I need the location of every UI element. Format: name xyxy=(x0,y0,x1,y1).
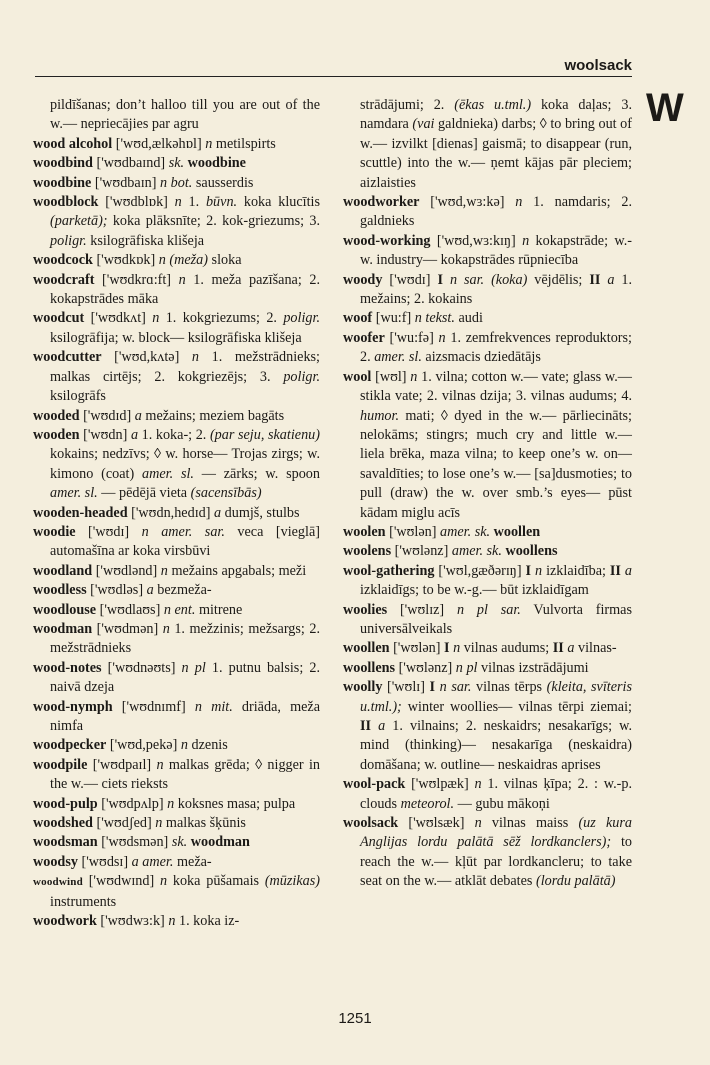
entry-text: ['wʊlɪ] xyxy=(382,679,430,696)
grammar-label: poligr. xyxy=(283,368,320,385)
grammar-label: (lordu palātā) xyxy=(535,873,616,890)
entry-text: metilspirts xyxy=(212,135,276,152)
dictionary-entry xyxy=(33,135,320,154)
entry-text: sloka xyxy=(208,252,242,269)
grammar-label: poligr. xyxy=(283,310,320,327)
headword: wooden-headed xyxy=(33,504,128,521)
dictionary-entry xyxy=(343,193,632,232)
entry-text: koka pūšamais xyxy=(167,873,265,890)
headword: wool-gathering xyxy=(343,562,435,579)
dictionary-entry xyxy=(33,348,320,406)
dictionary-entry xyxy=(33,251,320,270)
headword: woodbind xyxy=(33,155,93,172)
entry-text: audi xyxy=(454,310,483,327)
headword: wood-nymph xyxy=(33,698,113,715)
entry-text: strādājumi; 2. xyxy=(360,97,455,113)
headword: woodshed xyxy=(33,815,93,832)
grammar-label: amer. sl. xyxy=(374,349,422,366)
headword: woolen xyxy=(343,523,386,540)
grammar-label: amer. sl. xyxy=(50,485,98,502)
headword: I xyxy=(437,271,443,288)
grammar-label: a xyxy=(607,271,615,288)
grammar-label: n xyxy=(515,194,523,211)
headword: wool xyxy=(343,368,372,385)
headword: woody xyxy=(343,271,383,288)
entry-text: ksilogrāfiska klišeja xyxy=(86,232,205,249)
entry-text: ['wʊdkrɑ:ft] xyxy=(94,271,179,288)
entry-text: ['wʊdnəʊts] xyxy=(101,659,182,676)
entry-text: ['wʊdlaʊs] xyxy=(96,601,164,618)
entry-text: 1. vilnas ķīpa; 2. : w.-p. clouds xyxy=(360,776,632,812)
headword: woodcutter xyxy=(33,349,102,366)
entry-text: ['wʊdləs] xyxy=(86,582,147,599)
page-number: 1251 xyxy=(338,1010,372,1027)
grammar-label: n xyxy=(191,349,200,366)
grammar-label: poligr. xyxy=(50,232,87,249)
entry-text: ['wʊl,gæðərɪŋ] xyxy=(434,562,526,579)
headword: woodman xyxy=(190,834,250,851)
headword: woodsy xyxy=(33,853,78,870)
entry-text: ['wʊdblɒk] xyxy=(98,194,175,211)
grammar-label: n xyxy=(167,795,175,812)
entry-text: ['wʊlənz] xyxy=(391,543,452,560)
grammar-label: n xyxy=(522,232,530,249)
dictionary-entry xyxy=(343,814,632,892)
dictionary-entry xyxy=(33,659,320,698)
entry-text: ['wʊlənz] xyxy=(395,659,456,676)
grammar-label: amer. sk. xyxy=(440,523,491,540)
headword: woodwind xyxy=(33,876,83,889)
entry-text: ['wʊlɪz] xyxy=(387,601,457,618)
entry-text: ['wʊdbaɪn] xyxy=(91,174,160,191)
entry-text: mati; ◊ dyed in the w.— pārliecināts; nelokāms; stingrs; much cry and little w.— liela brēka, maza vilna; to keep one’s w. on— savaldīties; to lose one’s w.— [sa]dusmoties; to pull (draw) the w. over smb.’s eyes— pūst kādam miglu acīs xyxy=(360,407,632,521)
entry-text: galdnieka) darbs; ◊ to bring out of w.— izvilkt [dienas] gaismā; to disappear (run, scuttle) into the w.— ņemt kājas pār pleciem; aizlaisties xyxy=(360,116,632,191)
grammar-label: n pl sar. xyxy=(456,601,521,618)
dictionary-entry xyxy=(33,601,320,620)
grammar-label: n tekst. xyxy=(414,310,455,327)
headword: woolsack xyxy=(343,815,399,832)
entry-text: koka plāksnīte; 2. kok-griezums; 3. xyxy=(107,213,320,230)
grammar-label: n xyxy=(156,756,164,773)
entry-text: koka daļas; 3. namdara xyxy=(360,97,632,133)
dictionary-entry xyxy=(343,659,632,678)
grammar-label: a xyxy=(130,426,139,443)
headword: woodland xyxy=(33,562,93,579)
grammar-label: amer. sl. xyxy=(142,465,194,482)
headword: wood-notes xyxy=(33,659,102,676)
headword: woolies xyxy=(343,601,388,618)
grammar-label: humor. xyxy=(360,407,400,424)
dictionary-entry xyxy=(33,853,320,872)
thumb-index-letter: W xyxy=(646,86,684,130)
entry-text: koksnes masa; pulpa xyxy=(174,795,296,812)
dictionary-entry xyxy=(343,329,632,368)
grammar-label: (vai xyxy=(412,116,435,133)
dictionary-entry xyxy=(33,309,320,348)
grammar-label: a xyxy=(146,582,154,599)
dictionary-entry xyxy=(343,678,632,775)
grammar-label: n xyxy=(410,368,418,385)
grammar-label: meteorol. xyxy=(400,795,455,812)
dictionary-entry xyxy=(343,232,632,271)
grammar-label: n sar. xyxy=(439,679,472,696)
entry-text: ['wʊlpæk] xyxy=(405,776,475,793)
dictionary-entry xyxy=(33,407,320,426)
dictionary-entry xyxy=(33,154,320,173)
entry-text: dzenis xyxy=(187,737,228,754)
right-column xyxy=(343,96,632,892)
entry-text: ['wʊdmən] xyxy=(92,620,163,637)
grammar-label: n xyxy=(535,562,543,579)
entry-text: veca [vieglā] automašīna ar koka virsbūvi xyxy=(50,523,320,560)
entry-text: ['wʊdʃed] xyxy=(92,815,156,832)
left-column xyxy=(33,96,320,931)
dictionary-entry xyxy=(33,426,320,504)
grammar-label: a xyxy=(134,407,142,424)
grammar-label: būvn. xyxy=(205,194,238,211)
headword: woollen xyxy=(343,640,390,657)
entry-text: vilnas maiss xyxy=(481,815,579,832)
entry-text: ['wʊd,wɜ:kɪŋ] xyxy=(430,232,523,249)
grammar-label: n xyxy=(162,620,170,637)
headword: wool-pack xyxy=(343,776,406,793)
header-rule xyxy=(35,76,632,77)
entry-text: koka klucītis xyxy=(237,194,320,211)
grammar-label: sk. xyxy=(168,155,185,172)
grammar-label: a xyxy=(567,640,575,657)
headword: II xyxy=(609,562,621,579)
entry-text: vilnas tērps xyxy=(471,679,547,696)
grammar-label: n xyxy=(180,737,188,754)
headword: wooden xyxy=(33,426,80,443)
dictionary-entry xyxy=(33,523,320,562)
headword: woofer xyxy=(343,329,385,346)
entry-text: 1. xyxy=(181,194,206,211)
headword: woodbine xyxy=(33,174,92,191)
dictionary-entry xyxy=(33,736,320,755)
grammar-label: n bot. xyxy=(160,174,193,191)
entry-text: ['wʊdsɪ] xyxy=(77,853,132,870)
entry-text: vilnas izstrādājumi xyxy=(477,659,589,676)
dictionary-entry xyxy=(343,542,632,561)
grammar-label: n xyxy=(474,815,482,832)
headword: woodless xyxy=(33,582,87,599)
grammar-label: (par seju, skatienu) xyxy=(209,426,320,443)
running-head: woolsack xyxy=(564,57,632,74)
entry-text: Vulvorta firmas universālveikals xyxy=(360,601,632,637)
grammar-label: (parketā); xyxy=(50,213,108,230)
entry-text: 1. vilnains; 2. neskaidrs; nesakarīgs; w. mind (thinking)— nesakarīga (neskaidra) domāšana; w. outline— neskaidras aprises xyxy=(360,718,633,773)
entry-text: 1. putnu balsis; 2. naivā dzeja xyxy=(50,659,321,696)
headword: woodlouse xyxy=(33,601,97,618)
headword: woollens xyxy=(505,543,558,560)
dictionary-entry xyxy=(33,814,320,833)
headword: woodie xyxy=(33,523,76,540)
entry-continuation xyxy=(33,96,320,135)
dictionary-entry xyxy=(343,562,632,601)
headword: I xyxy=(443,640,450,657)
headword: II xyxy=(552,640,564,657)
entry-text: mežains; meziem bagāts xyxy=(141,407,285,424)
grammar-label: (mūzikas) xyxy=(264,873,320,890)
headword: wood-pulp xyxy=(33,795,98,812)
entry-text: izklaidīgs; to be w.-g.— būt izklaidīgam xyxy=(360,582,589,599)
headword: woollen xyxy=(493,523,541,540)
entry-text: ['wʊlən] xyxy=(385,523,441,540)
dictionary-entry xyxy=(33,504,320,523)
entry-text: 1. namdaris; 2. galdnieks xyxy=(360,194,633,230)
grammar-label: n xyxy=(174,194,182,211)
grammar-label: n mit. xyxy=(194,698,233,715)
headword: woodblock xyxy=(33,194,99,211)
entry-text: to reach the w.— kļūt par lordkancleru; to take seat on the w.— atklāt debates xyxy=(360,834,632,890)
entry-text: ['wʊdkʌt] xyxy=(84,310,153,327)
entry-text: vējdēlis; xyxy=(527,271,590,288)
grammar-label: n xyxy=(453,640,461,657)
dictionary-entry xyxy=(33,193,320,251)
headword: I xyxy=(429,679,436,696)
entry-text: ['wʊdpʌlp] xyxy=(97,795,168,812)
entry-text: ['wʊdwɜ:k] xyxy=(96,913,169,930)
grammar-label: (kleita, svīteris u.tml.); xyxy=(360,679,633,715)
dictionary-entry xyxy=(33,620,320,659)
grammar-label: sk. xyxy=(171,834,188,851)
entry-text: — zārks; w. spoon xyxy=(193,465,320,482)
entry-text: mitrene xyxy=(195,601,243,618)
entry-text: winter woollies— vilnas tērpi ziemai; xyxy=(401,698,632,715)
entry-text: ['wʊdbaɪnd] xyxy=(92,155,169,172)
grammar-label: n xyxy=(474,776,482,793)
dictionary-entry xyxy=(343,775,632,814)
entry-text: ['wʊdpaɪl] xyxy=(87,756,157,773)
headword: woollens xyxy=(343,659,396,676)
dictionary-entry xyxy=(343,309,632,328)
grammar-label: (uz kura Anglijas lordu palātā sēž lordkanclers); xyxy=(360,815,632,851)
headword: woodcock xyxy=(33,252,93,269)
entry-text: bezmeža- xyxy=(153,582,212,599)
entry-text: ['wʊd,pekə] xyxy=(106,737,181,754)
entry-text: mežains apgabals; meži xyxy=(167,562,307,579)
entry-text: dumjš, stulbs xyxy=(221,504,300,521)
headword: wooded xyxy=(33,407,80,424)
entry-text: ['wʊdnɪmf] xyxy=(112,698,195,715)
entry-text: ['wʊdlənd] xyxy=(92,562,161,579)
entry-text: 1. kokgriezums; 2. xyxy=(159,310,284,327)
headword: woof xyxy=(343,310,373,327)
entry-text: — gubu mākoņi xyxy=(454,795,550,812)
entry-text: pildīšanas; don’t halloo till you are out of the w.— nepriecājies par agru xyxy=(50,97,320,133)
grammar-label: (ēkas u.tml.) xyxy=(454,97,532,113)
headword: woodpile xyxy=(33,756,88,773)
entry-text: malkas grēda; ◊ nigger in the w.— ciets rieksts xyxy=(50,756,320,793)
dictionary-entry xyxy=(343,271,632,310)
dictionary-entry xyxy=(33,756,320,795)
entry-text: vilnas- xyxy=(574,640,617,657)
entry-text: kokains; nedzīvs; ◊ w. horse— Trojas zirgs; w. kimono (coat) xyxy=(50,446,320,482)
headword: woodman xyxy=(33,620,93,637)
entry-text: ['wʊdn] xyxy=(79,426,131,443)
grammar-label: n pl xyxy=(181,659,206,676)
entry-text: meža- xyxy=(173,853,212,870)
entry-text: 1. zemfrekvences reproduktors; 2. xyxy=(360,329,632,366)
entry-text: 1. mežains; 2. kokains xyxy=(360,271,633,308)
grammar-label: n (meža) xyxy=(158,252,208,269)
entry-text: malkas šķūnis xyxy=(162,815,246,832)
dictionary-entry xyxy=(343,523,632,542)
grammar-label: n xyxy=(159,873,168,890)
headword: wood alcohol xyxy=(33,135,113,152)
grammar-label: n xyxy=(155,815,163,832)
headword: woodbine xyxy=(187,155,246,172)
grammar-label: n sar. (koka) xyxy=(449,271,528,288)
entry-text: [wu:f] xyxy=(372,310,415,327)
entry-text: ['wʊdsmən] xyxy=(97,834,172,851)
entry-text: ['wʊdwɪnd] xyxy=(82,873,160,890)
dictionary-entry xyxy=(33,872,320,912)
entry-text: kokapstrāde; w.-w. industry— kokapstrādes rūpniecība xyxy=(360,232,632,269)
headword: woodpecker xyxy=(33,737,107,754)
grammar-label: n pl xyxy=(455,659,478,676)
grammar-label: n xyxy=(178,271,186,288)
entry-text: driāda, meža nimfa xyxy=(50,698,320,734)
headword: I xyxy=(525,562,532,579)
grammar-label: (sacensībās) xyxy=(190,485,262,502)
entry-text: 1. meža pazīšana; 2. kokapstrādes māka xyxy=(50,271,320,308)
grammar-label: n xyxy=(160,562,168,579)
grammar-label: amer. sk. xyxy=(451,543,502,560)
entry-text: 1. koka-; 2. xyxy=(138,426,210,443)
entry-continuation xyxy=(343,96,632,193)
grammar-label: a xyxy=(378,718,386,734)
dictionary-entry xyxy=(33,833,320,852)
entry-text: ksilogrāfs xyxy=(50,388,106,405)
entry-text: instruments xyxy=(50,893,117,910)
grammar-label: n xyxy=(205,135,213,152)
entry-text: 1. mežzinis; mežsargs; 2. mežstrādnieks xyxy=(50,620,321,657)
grammar-label: n ent. xyxy=(163,601,196,618)
headword: woodsman xyxy=(33,834,98,851)
dictionary-entry xyxy=(33,562,320,581)
dictionary-entry xyxy=(33,912,320,931)
grammar-label: a amer. xyxy=(131,853,174,870)
entry-text: vilnas audums; xyxy=(460,640,553,657)
headword: woolly xyxy=(343,679,383,696)
headword: woodworker xyxy=(343,194,420,211)
entry-text: [wʊl] xyxy=(371,368,411,385)
dictionary-entry xyxy=(33,174,320,193)
dictionary-entry xyxy=(343,639,632,658)
grammar-label: a xyxy=(624,562,633,579)
headword: II xyxy=(589,271,601,288)
dictionary-entry xyxy=(343,601,632,640)
entry-text xyxy=(443,272,450,288)
entry-text: ['wʊd,wɜ:kə] xyxy=(419,194,516,211)
headword: II xyxy=(360,718,372,734)
headword: wood-working xyxy=(343,232,431,249)
entry-text: 1. mežstrādnieks; malkas cirtējs; 2. kokgriezējs; 3. xyxy=(50,349,320,385)
entry-text: ['wʊdn,hedɪd] xyxy=(127,504,214,521)
entry-text: — pēdējā vieta xyxy=(97,485,191,502)
headword: woodwork xyxy=(33,913,97,930)
entry-text: aizsmacis dziedātājs xyxy=(421,349,541,366)
entry-text: 1. koka iz- xyxy=(175,913,240,930)
entry-text: sausserdis xyxy=(192,174,254,191)
entry-text: ['wʊdkɒk] xyxy=(92,252,159,269)
dictionary-entry xyxy=(33,795,320,814)
grammar-label: n xyxy=(168,913,176,930)
dictionary-entry xyxy=(33,698,320,737)
dictionary-entry xyxy=(33,581,320,600)
entry-text: 1. vilna; cotton w.— vate; glass w.— stikla vate; 2. vilnas dzija; 3. vilnas audums; 4. xyxy=(360,368,632,405)
grammar-label: n xyxy=(152,310,160,327)
grammar-label: a xyxy=(214,504,222,521)
entry-text: ['wʊlən] xyxy=(389,640,444,657)
entry-text: ['wʊd,ælkəhɒl] xyxy=(112,135,206,152)
headword: woodcut xyxy=(33,310,85,327)
entry-text: ['wʊd,kʌtə] xyxy=(101,349,192,366)
entry-text: ksilogrāfija; w. block— ksilogrāfiska klišeja xyxy=(50,329,302,346)
headword: woolens xyxy=(343,543,392,560)
dictionary-entry xyxy=(33,271,320,310)
entry-text: ['wʊdɪ] xyxy=(75,523,142,540)
grammar-label: n xyxy=(438,329,446,346)
entry-text: ['wʊdɪd] xyxy=(79,407,135,424)
entry-text: ['wu:fə] xyxy=(384,329,439,346)
headword: woodcraft xyxy=(33,271,95,288)
grammar-label: n amer. sar. xyxy=(141,523,225,540)
entry-text: ['wʊdɪ] xyxy=(382,271,438,288)
entry-text: ['wʊlsæk] xyxy=(398,815,475,832)
dictionary-entry xyxy=(343,368,632,523)
entry-text: izklaidība; xyxy=(542,562,610,579)
